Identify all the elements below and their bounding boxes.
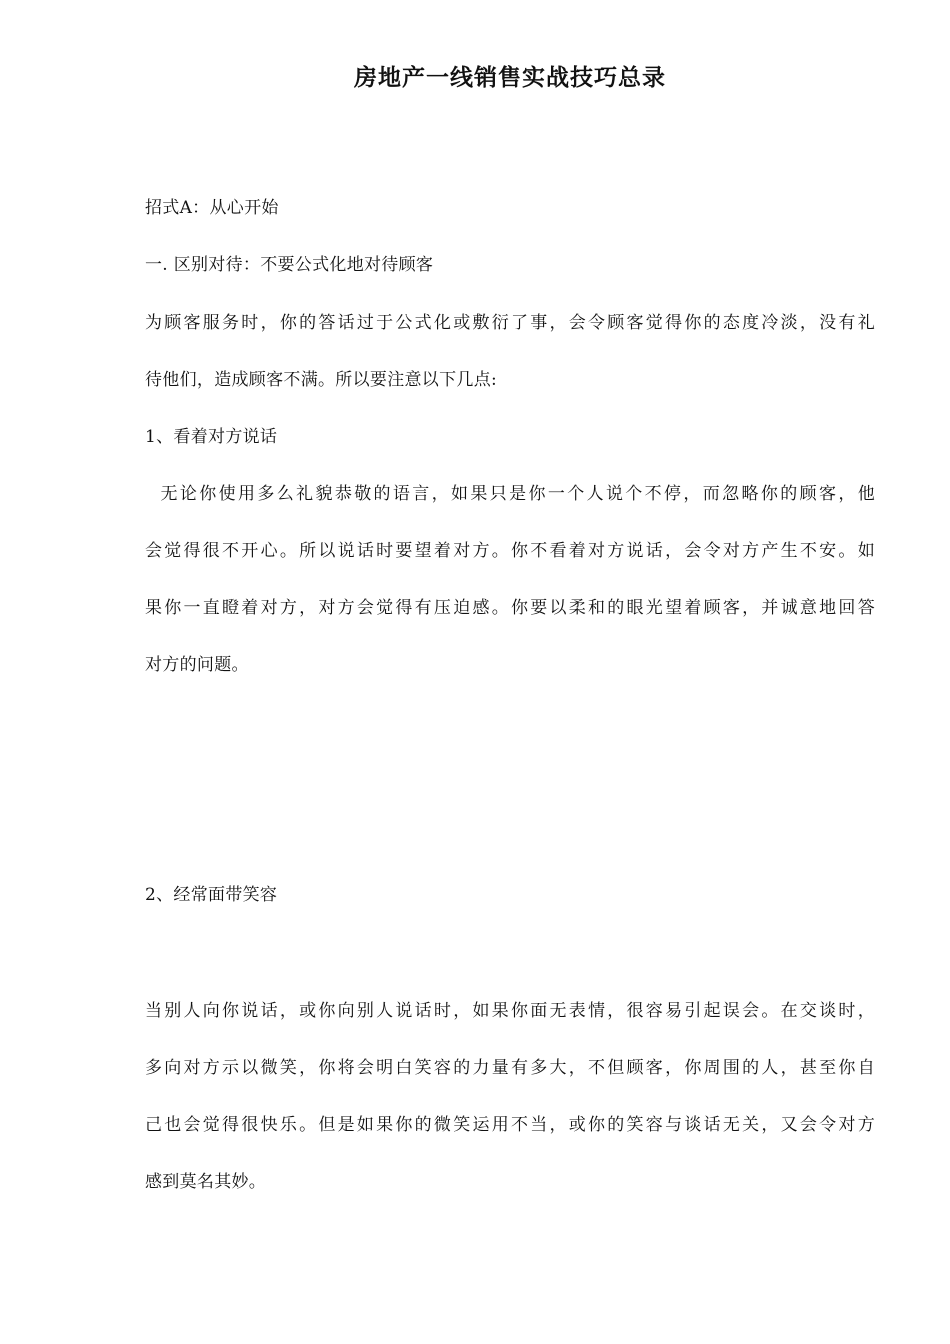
- point-1-line-4: 对方的问题。: [145, 655, 249, 675]
- subheading-1: 一. 区别对待：不要公式化地对待顾客: [145, 255, 434, 275]
- point-1-line-1: 无论你使用多么礼貌恭敬的语言，如果只是你一个人说个不停，而忽略你的顾客，他: [145, 484, 875, 504]
- point-2-heading: 2、经常面带笑容: [145, 885, 278, 905]
- paragraph-1-line-2: 待他们，造成顾客不满。所以要注意以下几点:: [145, 370, 498, 390]
- point-1-line-2: 会觉得很不开心。所以说话时要望着对方。你不看着对方说话，会令对方产生不安。如: [145, 541, 875, 561]
- point-1-line-3: 果你一直瞪着对方，对方会觉得有压迫感。你要以柔和的眼光望着顾客，并诚意地回答: [145, 598, 875, 618]
- paragraph-1-line-1: 为顾客服务时，你的答话过于公式化或敷衍了事，会令顾客觉得你的态度冷淡，没有礼: [145, 313, 875, 333]
- point-2-line-2: 多向对方示以微笑，你将会明白笑容的力量有多大，不但顾客，你周围的人，甚至你自: [145, 1058, 875, 1078]
- point-1-heading: 1、看着对方说话: [145, 427, 278, 447]
- section-heading: 招式A：从心开始: [145, 198, 279, 218]
- point-2-line-1: 当别人向你说话，或你向别人说话时，如果你面无表情，很容易引起误会。在交谈时，: [145, 1001, 875, 1021]
- point-2-line-4: 感到莫名其妙。: [145, 1172, 267, 1192]
- document-title: 房地产一线销售实战技巧总录: [354, 64, 666, 91]
- point-2-line-3: 己也会觉得很快乐。但是如果你的微笑运用不当，或你的笑容与谈话无关，又会令对方: [145, 1115, 875, 1135]
